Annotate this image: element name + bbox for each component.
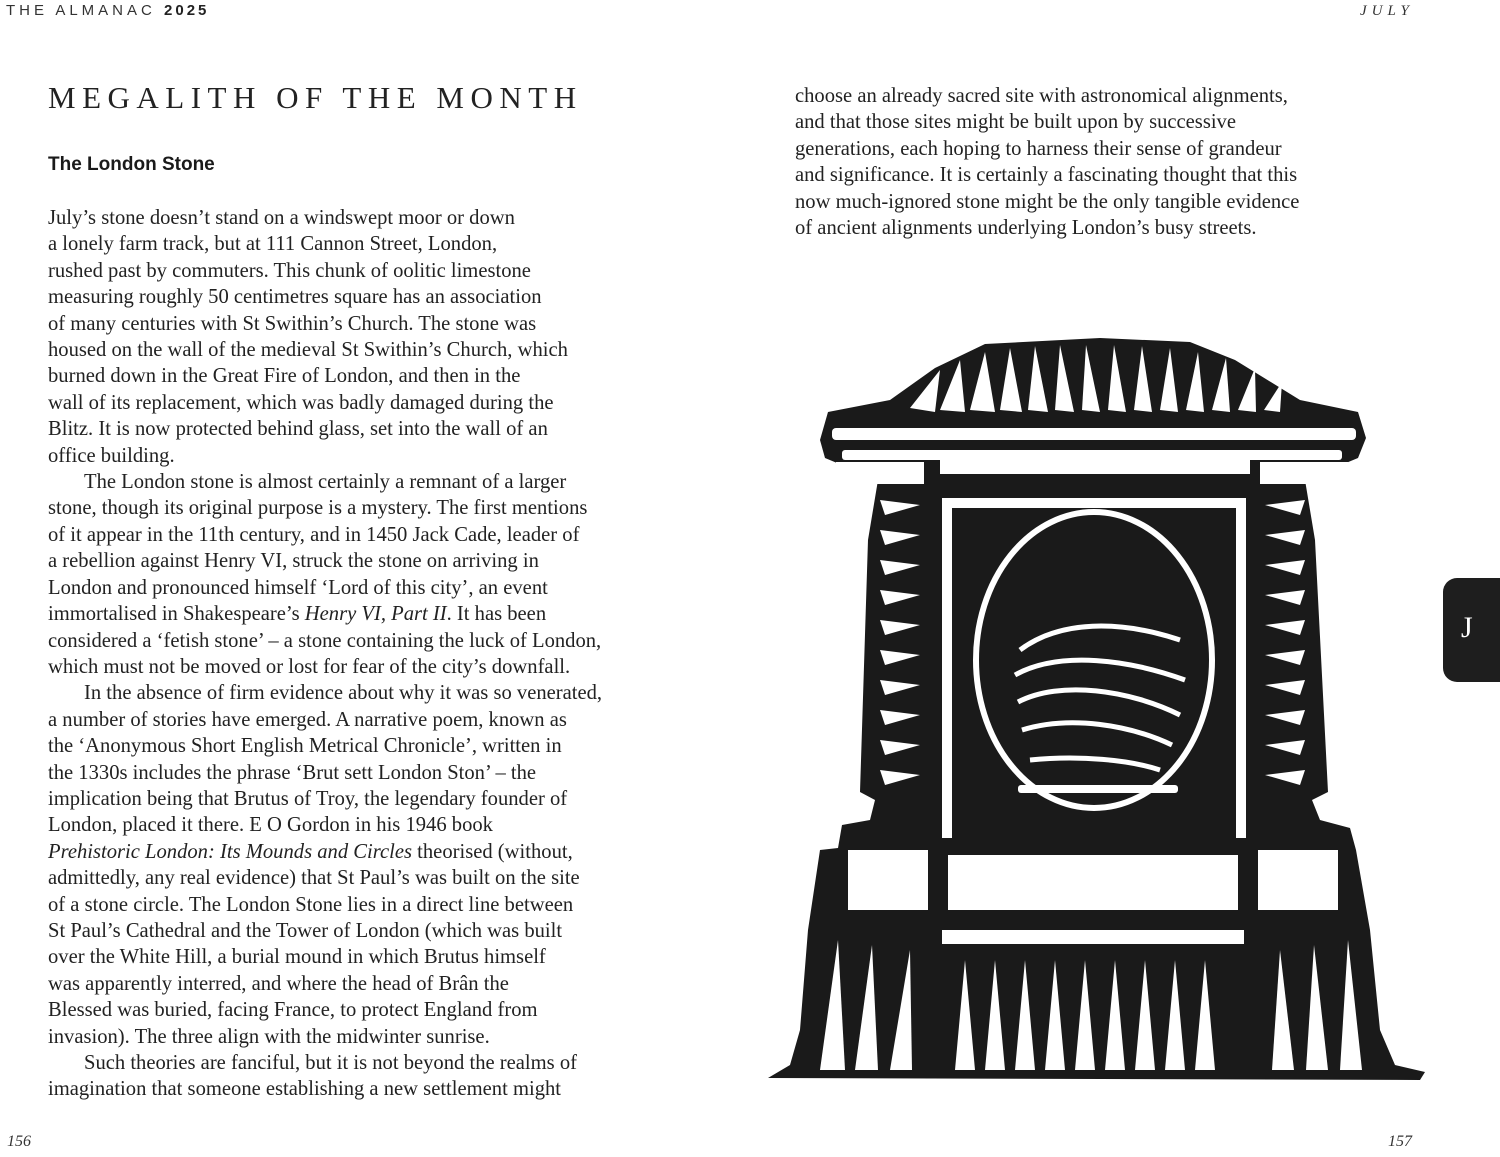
left-text-column	[48, 205, 602, 1103]
text-line: and that those sites might be built upon by successive	[795, 111, 1236, 134]
text-line: St Paul’s Cathedral and the Tower of London (which was built	[48, 919, 563, 942]
text-line: a lonely farm track, but at 111 Cannon Street, London,	[48, 233, 498, 256]
text-line: a rebellion against Henry VI, struck the stone on arriving in	[48, 550, 539, 573]
play-title: Henry VI, Part II	[304, 603, 447, 626]
book-title-italic: Prehistoric London: Its Mounds and Circles	[48, 840, 413, 863]
text-line: Blessed was buried, facing France, to protect England from	[48, 999, 538, 1022]
text-line: invasion). The three align with the midwinter sunrise.	[48, 1025, 490, 1048]
section-title: MEGALITH OF THE MONTH	[48, 80, 583, 115]
text-line: July’s stone doesn’t stand on a windswept moor or down	[48, 207, 515, 229]
text-line: In the absence of firm evidence about why it was so venerated,	[84, 682, 603, 705]
chapter-thumb-tab	[1443, 578, 1500, 682]
text-line: considered a ‘fetish stone’ – a stone containing the luck of London,	[48, 629, 602, 652]
text-line: housed on the wall of the medieval St Swithin’s Church, which	[48, 339, 568, 362]
text-line: a number of stories have emerged. A narrative poem, known as	[48, 708, 567, 731]
running-head-month: JULY	[1360, 3, 1414, 19]
text-line: London, placed it there. E O Gordon in his 1946 book	[48, 814, 493, 837]
text-line: of it appear in the 11th century, and in 1450 Jack Cade, leader of	[48, 523, 580, 546]
text-line: and significance. It is certainly a fascinating thought that this	[795, 164, 1298, 187]
text-line: stone, though its original purpose is a mystery. The first mentions	[48, 497, 588, 520]
text-line: office building.	[48, 444, 175, 467]
text-line: over the White Hill, a burial mound in which Brutus himself	[48, 946, 546, 969]
text-line: choose an already sacred site with astronomical alignments,	[795, 85, 1288, 107]
text-line: of ancient alignments underlying London’s busy streets.	[795, 217, 1257, 240]
page-number-left: 156	[7, 1133, 31, 1150]
text-fragment: immortalised in Shakespeare’s	[48, 603, 305, 626]
book-title: THE ALMANAC	[6, 2, 156, 19]
text-line: rushed past by commuters. This chunk of oolitic limestone	[48, 259, 531, 282]
text-line: the ‘Anonymous Short English Metrical Chronicle’, written in	[48, 735, 562, 758]
text-line: of many centuries with St Swithin’s Church. The stone was	[48, 312, 537, 335]
article-subtitle: The London Stone	[48, 154, 215, 175]
text-line: which must not be moved or lost for fear of the city’s downfall.	[48, 655, 571, 678]
thumb-tab-letter: J	[1461, 611, 1473, 644]
text-line: generations, each hoping to harness their sense of grandeur	[795, 137, 1282, 160]
book-year: 2025	[164, 2, 210, 19]
text-line: was apparently interred, and where the head of Brân the	[48, 972, 509, 995]
text-line: the 1330s includes the phrase ‘Brut sett London Ston’ – the	[48, 761, 537, 784]
text-line: of a stone circle. The London Stone lies in a direct line between	[48, 893, 574, 916]
text-fragment: theorised (without,	[412, 840, 573, 863]
text-line: burned down in the Great Fire of London, and then in the	[48, 365, 521, 388]
london-stone-woodcut-icon	[760, 330, 1440, 1090]
running-head-left	[6, 2, 209, 19]
text-line: Blitz. It is now protected behind glass, set into the wall of an	[48, 418, 548, 441]
text-line: Such theories are fanciful, but it is not beyond the realms of	[84, 1052, 577, 1074]
text-line: admittedly, any real evidence) that St Paul’s was built on the site	[48, 867, 580, 890]
text-line: measuring roughly 50 centimetres square has an association	[48, 286, 542, 309]
text-line-mixed	[48, 839, 602, 865]
page-number-right: 157	[1388, 1133, 1412, 1150]
right-text-column	[795, 83, 1299, 241]
text-line-mixed	[48, 601, 602, 627]
text-line: wall of its replacement, which was badly damaged during the	[48, 391, 554, 414]
text-fragment: . It has been	[446, 603, 547, 626]
text-line: The London stone is almost certainly a remnant of a larger	[84, 471, 567, 494]
text-line: now much-ignored stone might be the only tangible evidence	[795, 190, 1300, 213]
text-line: imagination that someone establishing a new settlement might	[48, 1078, 562, 1101]
text-line: London and pronounced himself ‘Lord of this city’, an event	[48, 576, 548, 599]
text-line: implication being that Brutus of Troy, the legendary founder of	[48, 787, 568, 810]
